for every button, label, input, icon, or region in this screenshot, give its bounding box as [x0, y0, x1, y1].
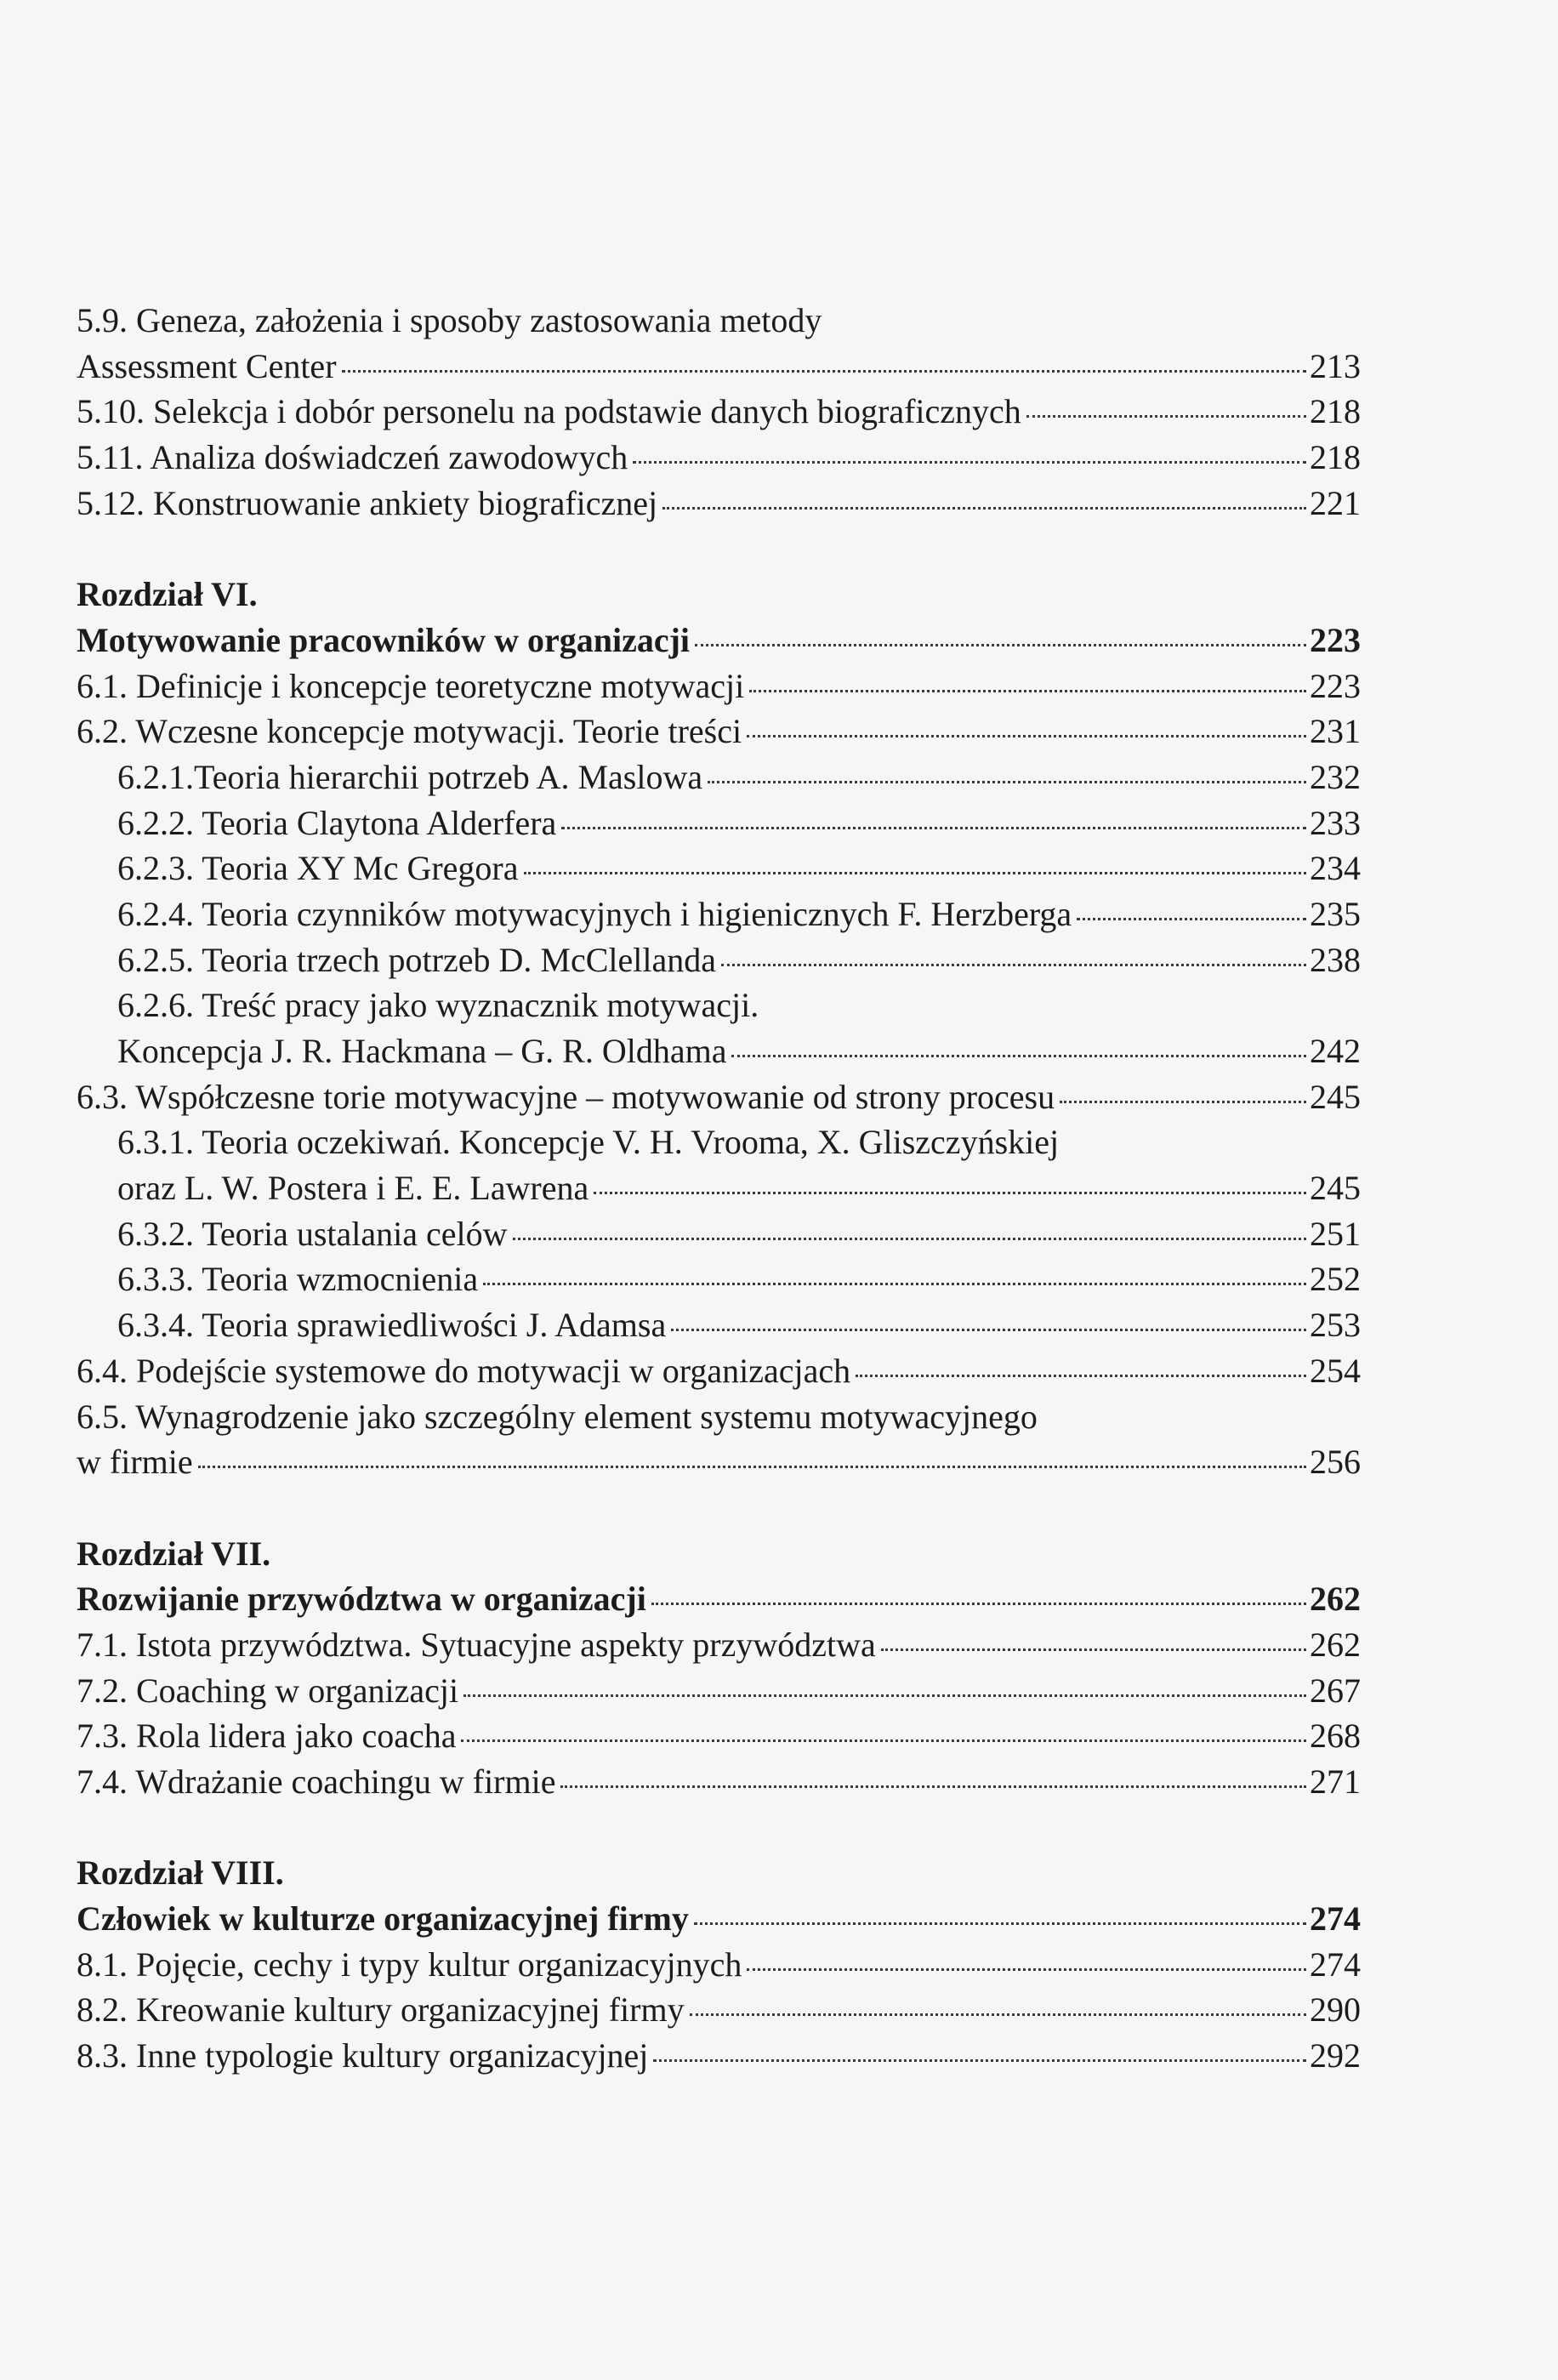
toc-entry [77, 1622, 1361, 1668]
toc-page-number: 223 [1310, 620, 1361, 659]
toc-page-number: 245 [1310, 1077, 1361, 1116]
table-of-contents [77, 298, 1361, 2079]
toc-page-number: 290 [1310, 1990, 1361, 2030]
dot-leader [561, 827, 1306, 829]
dot-leader [694, 1922, 1306, 1925]
dot-leader [721, 964, 1306, 966]
toc-entry [77, 1439, 1361, 1485]
toc-entry-title: oraz L. W. Postera i E. E. Lawrena [117, 1169, 589, 1208]
toc-entry-title: 6.3.4. Teoria sprawiedliwości J. Adamsa [117, 1306, 667, 1345]
toc-entry [77, 2033, 1361, 2079]
toc-entry [77, 1074, 1361, 1120]
toc-page-number: 235 [1310, 894, 1361, 933]
toc-page-number: 268 [1310, 1717, 1361, 1756]
dot-leader [856, 1375, 1306, 1377]
dot-leader [594, 1192, 1306, 1194]
toc-entry-title: 8.3. Inne typologie kultury organizacyjnej [77, 2036, 649, 2075]
dot-leader [690, 2013, 1306, 2016]
toc-entry [77, 344, 1361, 390]
toc-entry-title: Koncepcja J. R. Hackmana – G. R. Oldhama [117, 1032, 727, 1070]
toc-entry-title: 6.2.2. Teoria Claytona Alderfera [117, 803, 557, 842]
toc-chapter-heading [77, 1850, 1361, 1896]
toc-entry-title: Rozdział VI. [77, 575, 258, 614]
toc-page-number: 271 [1310, 1762, 1361, 1801]
toc-entry [77, 1759, 1361, 1805]
toc-page-number: 252 [1310, 1260, 1361, 1299]
toc-entry-title: 6.2. Wczesne koncepcje motywacji. Teorie treści [77, 712, 742, 751]
toc-entry [77, 800, 1361, 846]
toc-page-number: 218 [1310, 392, 1361, 431]
toc-entry-title: 6.2.1.Teoria hierarchii potrzeb A. Maslowa [117, 757, 703, 796]
dot-leader [198, 1466, 1306, 1468]
dot-leader [461, 1739, 1306, 1742]
toc-page-number: 213 [1310, 346, 1361, 385]
toc-entry [77, 1256, 1361, 1302]
toc-entry-title: Rozwijanie przywództwa w organizacji [77, 1580, 646, 1619]
toc-page-number: 245 [1310, 1169, 1361, 1208]
toc-entry [77, 1302, 1361, 1348]
toc-page-number: 218 [1310, 438, 1361, 477]
toc-entry-title: 6.2.5. Teoria trzech potrzeb D. McClellanda [117, 940, 716, 979]
dot-leader [653, 2059, 1306, 2062]
toc-entry-title: 8.2. Kreowanie kultury organizacyjnej firmy [77, 1990, 685, 2030]
toc-page-number: 234 [1310, 849, 1361, 888]
toc-page-number: 256 [1310, 1443, 1361, 1482]
toc-entry [77, 1165, 1361, 1211]
toc-page-number: 233 [1310, 803, 1361, 842]
toc-entry-title: 5.10. Selekcja i dobór personelu na podstawie danych biograficznych [77, 392, 1021, 431]
toc-entry-title: 6.3. Współczesne torie motywacyjne – motywowanie od strony procesu [77, 1077, 1055, 1116]
toc-entry [77, 1211, 1361, 1257]
dot-leader [513, 1238, 1306, 1240]
toc-entry-title: w firmie [77, 1443, 193, 1482]
dot-leader [747, 735, 1306, 737]
toc-entry-title: Rozdział VII. [77, 1534, 271, 1573]
toc-entry-title: 5.11. Analiza doświadczeń zawodowych [77, 438, 628, 477]
dot-leader [1060, 1101, 1306, 1103]
dot-leader [1077, 918, 1306, 920]
toc-entry-title: Człowiek w kulturze organizacyjnej firmy [77, 1899, 689, 1939]
toc-chapter-heading [77, 618, 1361, 663]
toc-chapter-heading [77, 1576, 1361, 1622]
toc-entry [77, 1394, 1361, 1440]
dot-leader [342, 370, 1306, 373]
toc-entry-title: 6.2.4. Teoria czynników motywacyjnych i higienicznych F. Herzberga [117, 894, 1072, 933]
toc-entry-title: 7.2. Coaching w organizacji [77, 1671, 459, 1710]
toc-entry [77, 709, 1361, 754]
toc-entry-title: Motywowanie pracowników w organizacji [77, 620, 691, 659]
dot-leader [708, 781, 1306, 783]
toc-entry-title: Rozdział VIII. [77, 1853, 284, 1893]
toc-entry-title: 6.3.2. Teoria ustalania celów [117, 1214, 508, 1253]
dot-leader [881, 1648, 1306, 1651]
toc-entry [77, 982, 1361, 1028]
dot-leader [695, 644, 1306, 646]
toc-entry-title: 7.1. Istota przywództwa. Sytuacyjne aspekty przywództwa [77, 1625, 876, 1664]
dot-leader [651, 1603, 1306, 1605]
toc-page-number: 274 [1310, 1899, 1361, 1939]
toc-entry [77, 1348, 1361, 1394]
toc-entry [77, 663, 1361, 709]
toc-page-number: 251 [1310, 1214, 1361, 1253]
section-gap [77, 1805, 1361, 1851]
toc-entry-title: Assessment Center [77, 346, 337, 385]
toc-entry [77, 754, 1361, 800]
toc-page-number: 232 [1310, 757, 1361, 796]
toc-page-number: 221 [1310, 483, 1361, 522]
toc-entry [77, 389, 1361, 435]
toc-entry [77, 298, 1361, 344]
section-gap [77, 526, 1361, 572]
toc-page-number: 262 [1310, 1580, 1361, 1619]
toc-entry [77, 846, 1361, 891]
toc-entry-title: 6.3.1. Teoria oczekiwań. Koncepcje V. H. Vrooma, X. Gliszczyńskiej [117, 1123, 1060, 1162]
toc-entry-title: 5.9. Geneza, założenia i sposoby zastosowania metody [77, 301, 822, 339]
toc-entry [77, 481, 1361, 527]
toc-page-number: 262 [1310, 1625, 1361, 1664]
section-gap [77, 1485, 1361, 1531]
toc-entry [77, 891, 1361, 937]
toc-entry-title: 6.3.3. Teoria wzmocnienia [117, 1260, 479, 1299]
toc-entry-title: 6.5. Wynagrodzenie jako szczególny element systemu motywacyjnego [77, 1397, 1038, 1436]
toc-entry [77, 937, 1361, 983]
toc-entry-title: 6.2.3. Teoria XY Mc Gregora [117, 849, 519, 888]
dot-leader [633, 461, 1306, 464]
toc-entry [77, 1942, 1361, 1988]
toc-entry [77, 1987, 1361, 2033]
toc-page-number: 223 [1310, 666, 1361, 705]
toc-entry-title: 6.4. Podejście systemowe do motywacji w organizacjach [77, 1351, 851, 1390]
toc-entry-title: 7.3. Rola lidera jako coacha [77, 1717, 457, 1756]
toc-entry-title: 6.2.6. Treść pracy jako wyznacznik motywacji. [117, 986, 759, 1025]
toc-entry-title: 8.1. Pojęcie, cechy i typy kultur organizacyjnych [77, 1944, 742, 1984]
toc-page-number: 274 [1310, 1944, 1361, 1984]
dot-leader [1026, 415, 1306, 418]
toc-page-number: 267 [1310, 1671, 1361, 1710]
toc-page-number: 253 [1310, 1306, 1361, 1345]
toc-chapter-heading [77, 1531, 1361, 1577]
dot-leader [747, 1968, 1306, 1971]
toc-page-number: 238 [1310, 940, 1361, 979]
toc-entry-title: 6.1. Definicje i koncepcje teoretyczne motywacji [77, 666, 745, 705]
toc-entry [77, 1119, 1361, 1165]
toc-entry [77, 1668, 1361, 1714]
dot-leader [560, 1785, 1306, 1788]
dot-leader [483, 1283, 1306, 1285]
toc-chapter-heading [77, 1896, 1361, 1942]
toc-entry [77, 1713, 1361, 1759]
dot-leader [463, 1694, 1306, 1697]
toc-chapter-heading [77, 572, 1361, 618]
toc-entry [77, 435, 1361, 481]
dot-leader [671, 1329, 1306, 1331]
dot-leader [749, 690, 1306, 692]
toc-page-number: 231 [1310, 712, 1361, 751]
toc-page-number: 242 [1310, 1032, 1361, 1070]
toc-entry [77, 1028, 1361, 1074]
toc-entry-title: 7.4. Wdrażanie coachingu w firmie [77, 1762, 556, 1801]
toc-entry-title: 5.12. Konstruowanie ankiety biograficznej [77, 483, 658, 522]
dot-leader [662, 507, 1306, 510]
dot-leader [524, 872, 1306, 874]
dot-leader [731, 1055, 1306, 1057]
toc-page-number: 254 [1310, 1351, 1361, 1390]
toc-page-number: 292 [1310, 2036, 1361, 2075]
